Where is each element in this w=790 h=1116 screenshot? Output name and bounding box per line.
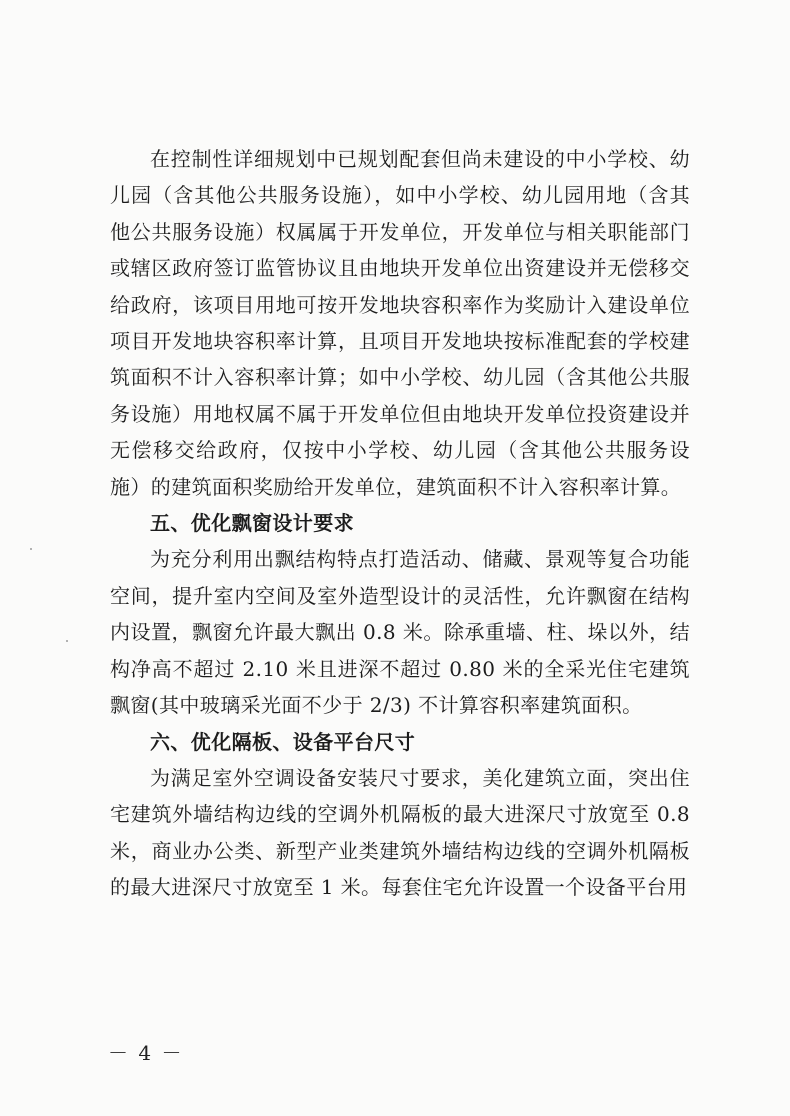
page-number: － 4 － — [108, 1041, 184, 1065]
section-heading-bay-window: 五、优化飘窗设计要求 — [150, 511, 354, 536]
paragraph-partition-platform: 为满足室外空调设备安装尺寸要求，美化建筑立面，突出住宅建筑外墙结构边线的空调外机隔板的最大进深尺寸放宽至 0.8 米，商业办公类、新型产业类建筑外墙结构边线的空调外机隔板的最大进深尺寸放宽至 1 米。每套住宅允许设置一个设备平台用 — [110, 765, 690, 900]
scan-speck — [30, 548, 32, 550]
paragraph-school-facilities: 在控制性详细规划中已规划配套但尚未建设的中小学校、幼儿园（含其他公共服务设施），如中小学校、幼儿园用地（含其他公共服务设施）权属属于开发单位，开发单位与相关职能部门或辖区政府签订监管协议且由地块开发单位出资建设并无偿移交给政府，该项目用地可按开发地块容积率作为奖励计入建设单位项目开发地块容积率计算，且项目开发地块按标准配套的学校建筑面积不计入容积率计算；如中小学校、幼儿园（含其他公共服务设施）用地权属不属于开发单位但由地块开发单位投资建设并无偿移交给政府，仅按中小学校、幼儿园（含其他公共服务设施）的建筑面积奖励给开发单位，建筑面积不计入容积率计算。 — [110, 147, 690, 499]
paragraph-bay-window: 为充分利用出飘结构特点打造活动、储藏、景观等复合功能空间，提升室内空间及室外造型设计的灵活性，允许飘窗在结构内设置，飘窗允许最大飘出 0.8 米。除承重墙、柱、垛以外，结构净高不超过 2.10 米且进深不超过 0.80 米的全采光住宅建筑飘窗(其中玻璃采光面不少于 2/3) 不计算容积率建筑面积。 — [110, 547, 690, 718]
section-heading-partition-platform: 六、优化隔板、设备平台尺寸 — [150, 729, 416, 754]
scan-speck — [66, 640, 68, 642]
document-body — [110, 141, 690, 906]
